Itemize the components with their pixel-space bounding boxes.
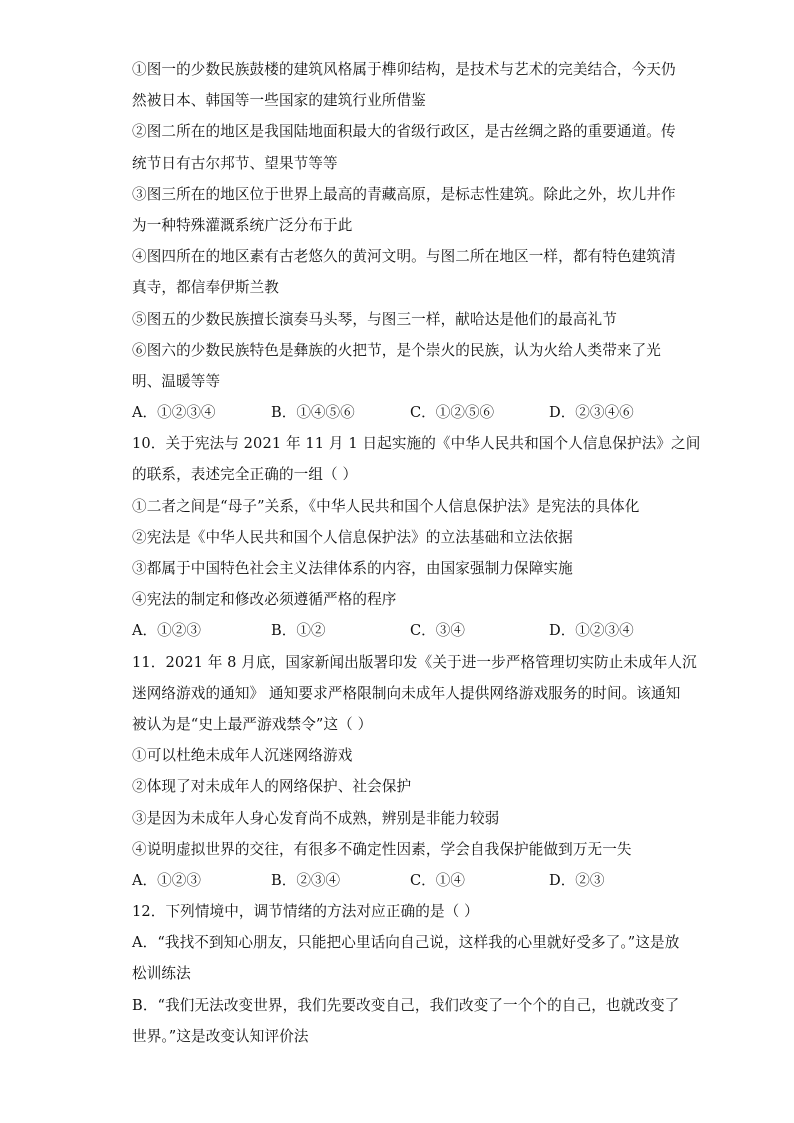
exam-page [132,54,701,1052]
q11-item-line: ②体现了对未成年人的网络保护、社会保护 [132,778,412,796]
q9-option-c: C．①②⑤⑥ [410,404,495,422]
q10-item-line: ①二者之间是“母子”关系，《中华人民共和国个人信息保护法》是宪法的具体化 [132,497,640,515]
q9-item-line: ⑤图五的少数民族擅长演奏马头琴，与图三一样，献哈达是他们的最高礼节 [132,310,617,328]
q12-option-b-line: B．“我们无法改变世界，我们先要改变自己，我们改变了一个个的自己，也就改变了 [132,996,680,1014]
q9-item-line: ③图三所在的地区位于世界上最高的青藏高原，是标志性建筑。除此之外，坎儿井作 [132,185,676,203]
q9-item-line: 然被日本、韩国等一些国家的建筑行业所借鉴 [132,92,426,110]
q9-item-line: 明、温暖等等 [132,372,221,390]
q9-option-a: A．①②③④ [132,404,216,422]
q9-item-line: ①图一的少数民族鼓楼的建筑风格属于榫卯结构，是技术与艺术的完美结合，今天仍 [132,61,676,78]
q11-stem-line: 迷网络游戏的通知》 通知要求严格限制向未成年人提供网络游戏服务的时间。该通知 [132,684,681,702]
q9-item-line: ④图四所在的地区素有古老悠久的黄河文明。与图二所在地区一样，都有特色建筑清 [132,248,676,266]
q11-item-line: ①可以杜绝未成年人沉迷网络游戏 [132,747,353,765]
question-9 [132,54,676,428]
question-12 [132,896,680,1052]
q10-option-c: C．③④ [410,622,465,640]
q11-item-line: ③是因为未成年人身心发育尚不成熟，辨别是非能力较弱 [132,809,500,827]
q9-item-line: 统节日有古尔邦节、望果节等等 [132,154,338,172]
q11-stem-line: 11．2021 年 8 月底，国家新闻出版署印发《关于进一步严格管理切实防止未成年人沉 [132,653,697,671]
question-10 [132,428,701,646]
q10-option-a: A．①②③ [132,622,201,640]
q10-item-line: ④宪法的制定和修改必须遵循严格的程序 [132,591,397,609]
q11-option-a: A．①②③ [132,871,201,889]
q11-option-d: D．②③ [549,871,605,889]
q11-stem-line: 被认为是“史上最严游戏禁令”这（ ） [132,715,373,733]
q10-stem-line: 的联系，表述完全正确的一组（ ） [132,466,358,484]
question-11 [132,647,697,897]
q12-option-a-line: 松训练法 [132,965,191,983]
q9-option-b: B．①④⑤⑥ [271,404,355,422]
q9-item-line: 为一种特殊灌溉系统广泛分布于此 [132,216,353,234]
q9-item-line: ②图二所在的地区是我国陆地面积最大的省级行政区，是古丝绸之路的重要通道。传 [132,123,676,141]
q11-option-c: C．①④ [410,871,465,889]
q11-option-b: B．②③④ [271,871,341,889]
q12-option-a-line: A．“我找不到知心朋友，只能把心里话向自己说，这样我的心里就好受多了。”这是放 [132,934,680,952]
q9-option-d: D．②③④⑥ [549,404,634,422]
q10-item-line: ③都属于中国特色社会主义法律体系的内容，由国家强制力保障实施 [132,560,573,577]
q12-stem: 12．下列情境中，调节情绪的方法对应正确的是（ ） [132,903,479,921]
q10-option-b: B．①② [271,622,326,640]
q11-item-line: ④说明虚拟世界的交往，有很多不确定性因素，学会自我保护能做到万无一失 [132,840,632,858]
q10-stem-line: 10．关于宪法与 2021 年 11 月 1 日起实施的《中华人民共和国个人信息保护法》之间 [132,435,701,453]
q10-option-d: D．①②③④ [549,622,634,640]
q9-item-line: 真寺，都信奉伊斯兰教 [132,279,279,297]
q12-option-b-line: 世界。”这是改变认知评价法 [132,1027,309,1045]
q10-options [132,615,672,646]
q9-item-line: ⑥图六的少数民族特色是彝族的火把节，是个崇火的民族，认为火给人类带来了光 [132,341,661,359]
q10-item-line: ②宪法是《中华人民共和国个人信息保护法》的立法基础和立法依据 [132,528,573,546]
q11-options [132,865,672,896]
q9-options [132,397,672,428]
